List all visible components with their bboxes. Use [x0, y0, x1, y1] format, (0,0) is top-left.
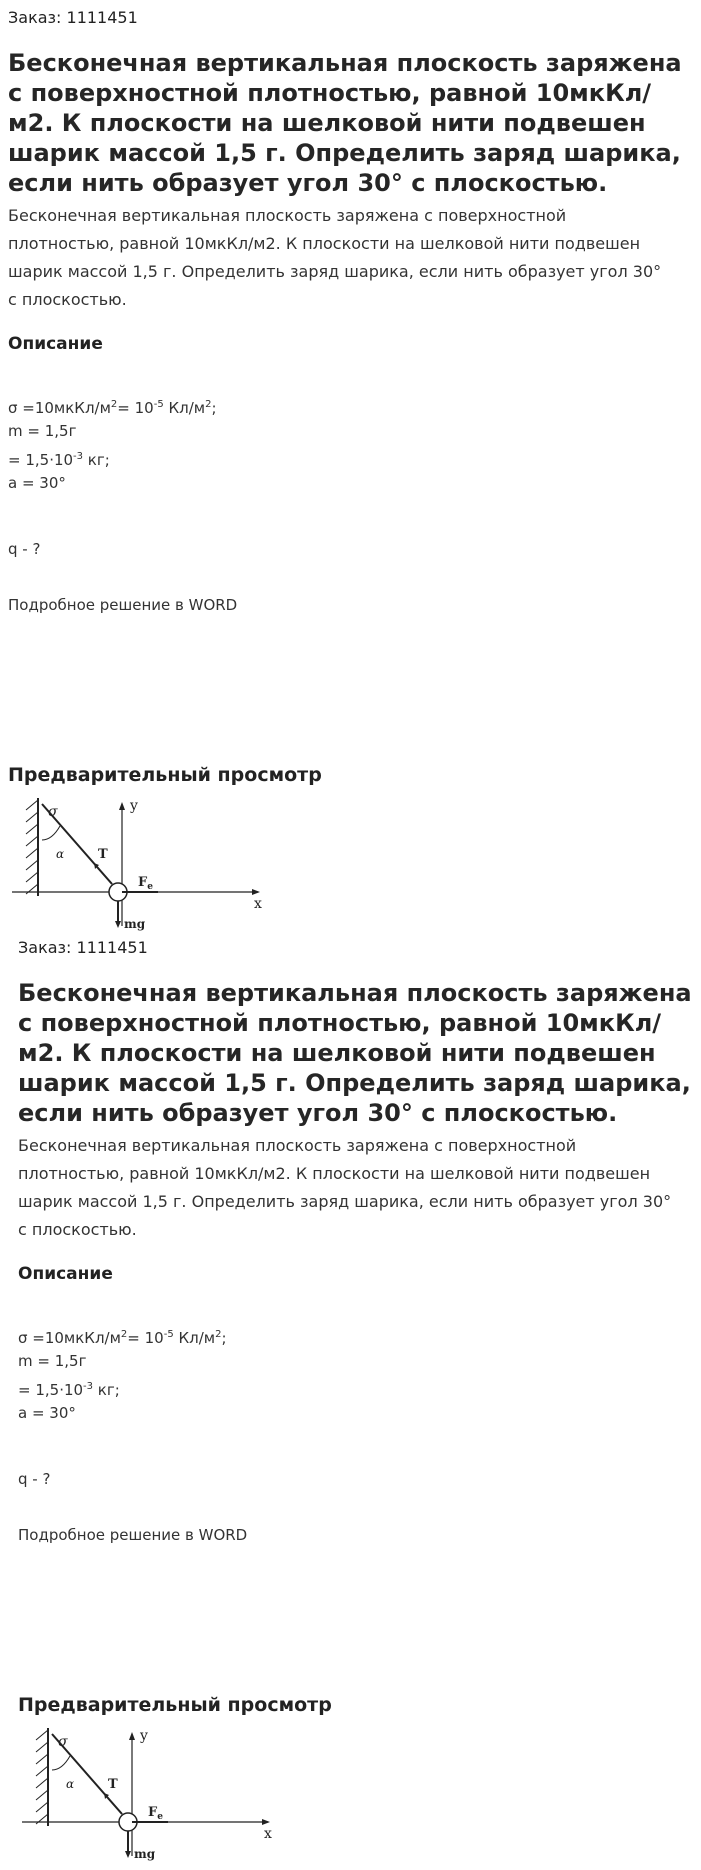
given-mass-si: = $1,5\cdot 10^{-3}$ кг;	[18, 1381, 120, 1399]
given-mass: m = 1,5г	[8, 422, 77, 440]
gravity-arrow-icon	[115, 921, 121, 928]
x-axis-arrow-icon	[262, 1819, 270, 1825]
y-axis-label: y	[140, 1728, 148, 1744]
given-mass-si: = $1,5\cdot 10^{-3}$ кг;	[8, 451, 110, 469]
physics-figure	[18, 1726, 278, 1866]
given-mass: m = 1,5г	[18, 1352, 87, 1370]
sigma-label: σ	[58, 1734, 68, 1750]
x-axis-label: x	[264, 1826, 272, 1842]
tension-label: T	[108, 1777, 118, 1792]
description-heading: Описание	[8, 334, 103, 354]
charged-plane	[36, 1728, 48, 1826]
y-axis-arrow-icon	[119, 802, 125, 810]
given-sigma: $\sigma =10мкКл/м^2= 10^{-5}$ $Кл/м^2$;	[18, 1329, 227, 1347]
y-axis-label: y	[130, 798, 138, 814]
given-data	[18, 1322, 227, 1426]
angle-arc	[42, 826, 60, 840]
word-note: Подробное решение в WORD	[18, 1526, 248, 1544]
x-axis-label: x	[254, 896, 262, 912]
problem-title: Бесконечная вертикальная плоскость заряжена с поверхностной плотностью, равной 10мкКл/м2. К плоскости на шелковой нити подвешен шарик массой 1,5 г. Определить заряд шарика, если нить образует угол 30° с плоскостью.	[8, 49, 682, 197]
y-axis-arrow-icon	[129, 1732, 135, 1740]
word-note: Подробное решение в WORD	[8, 596, 238, 614]
unknown-quantity: q - ?	[18, 1470, 51, 1488]
tension-vector	[96, 866, 112, 884]
unknown-quantity: q - ?	[8, 540, 41, 558]
gravity-arrow-icon	[125, 1851, 131, 1858]
alpha-label: α	[66, 1777, 75, 1791]
problem-description: Бесконечная вертикальная плоскость заряжена с поверхностной плотностью, равной 10мкКл/м2. К плоскости на шелковой нити подвешен шарик массой 1,5 г. Определить заряд шарика, если нить образует угол 30° с плоскостью.	[18, 1136, 672, 1239]
field-force-label: $F_e$	[148, 1805, 163, 1822]
x-axis-arrow-icon	[252, 889, 260, 895]
gravity-label: mg	[134, 1847, 156, 1861]
preview-heading: Предварительный просмотр	[18, 1694, 332, 1716]
charged-plane	[26, 798, 38, 896]
given-data	[8, 392, 217, 496]
given-angle: a = 30°	[18, 1404, 76, 1422]
problem-description: Бесконечная вертикальная плоскость заряжена с поверхностной плотностью, равной 10мкКл/м2. К плоскости на шелковой нити подвешен шарик массой 1,5 г. Определить заряд шарика, если нить образует угол 30° с плоскостью.	[8, 206, 662, 309]
physics-figure	[8, 796, 268, 936]
alpha-label: α	[56, 847, 65, 861]
angle-arc	[52, 1756, 70, 1770]
sigma-label: σ	[48, 804, 58, 820]
description-heading: Описание	[18, 1264, 113, 1284]
field-force-label: $F_e$	[138, 875, 153, 892]
preview-heading: Предварительный просмотр	[8, 764, 322, 786]
problem-title: Бесконечная вертикальная плоскость заряжена с поверхностной плотностью, равной 10мкКл/м2. К плоскости на шелковой нити подвешен шарик массой 1,5 г. Определить заряд шарика, если нить образует угол 30° с плоскостью.	[18, 979, 692, 1127]
given-sigma: $\sigma =10мкКл/м^2= 10^{-5}$ $Кл/м^2$;	[8, 399, 217, 417]
gravity-label: mg	[124, 917, 146, 931]
order-number: Заказ: 1111451	[18, 938, 148, 957]
given-angle: a = 30°	[8, 474, 66, 492]
tension-vector	[106, 1796, 122, 1814]
order-number: Заказ: 1111451	[8, 8, 138, 27]
tension-label: T	[98, 847, 108, 862]
